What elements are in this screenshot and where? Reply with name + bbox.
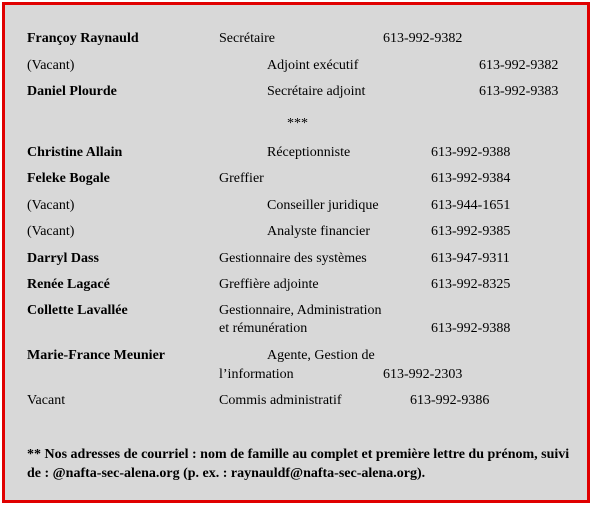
phone-lavallee: 613-992-9388	[431, 321, 511, 336]
name-lagace: Renée Lagacé	[27, 277, 110, 292]
title-raynauld: Secrétaire	[219, 31, 275, 46]
title-lavallee-line2: et rémunération	[219, 321, 308, 336]
name-allain: Christine Allain	[27, 145, 123, 160]
title-meunier-line1: Agente, Gestion de	[267, 348, 375, 363]
phone-adjoint-executif: 613-992-9382	[479, 58, 559, 73]
name-raynauld: Françoy Raynauld	[27, 31, 139, 46]
name-lavallee: Collette Lavallée	[27, 303, 128, 318]
section-separator: ***	[287, 116, 308, 131]
name-bogale: Feleke Bogale	[27, 171, 110, 186]
title-analyste-financier: Analyste financier	[267, 224, 371, 239]
phone-meunier: 613-992-2303	[383, 367, 463, 382]
title-adjoint-executif: Adjoint exécutif	[267, 58, 359, 73]
phone-commis-administratif: 613-992-9386	[410, 393, 490, 408]
title-dass: Gestionnaire des systèmes	[219, 251, 367, 266]
phone-bogale: 613-992-9384	[431, 171, 511, 186]
title-plourde: Secrétaire adjoint	[267, 84, 366, 99]
title-meunier-line2: l’information	[219, 367, 294, 382]
name-vacant-4: Vacant	[27, 393, 66, 408]
phone-lagace: 613-992-8325	[431, 277, 511, 292]
phone-dass: 613-947-9311	[431, 251, 510, 266]
name-plourde: Daniel Plourde	[27, 84, 117, 99]
title-conseiller-juridique: Conseiller juridique	[267, 198, 379, 213]
title-lagace: Greffière adjointe	[219, 277, 319, 292]
name-vacant-2: (Vacant)	[27, 198, 75, 213]
title-allain: Réceptionniste	[267, 145, 351, 160]
phone-allain: 613-992-9388	[431, 145, 511, 160]
title-bogale: Greffier	[219, 171, 264, 186]
title-commis-administratif: Commis administratif	[219, 393, 342, 408]
phone-plourde: 613-992-9383	[479, 84, 559, 99]
name-meunier: Marie-France Meunier	[27, 348, 165, 363]
phone-conseiller-juridique: 613-944-1651	[431, 198, 511, 213]
name-vacant-1: (Vacant)	[27, 58, 75, 73]
directory-panel	[2, 2, 590, 503]
name-vacant-3: (Vacant)	[27, 224, 75, 239]
phone-raynauld: 613-992-9382	[383, 31, 463, 46]
phone-analyste-financier: 613-992-9385	[431, 224, 511, 239]
name-dass: Darryl Dass	[27, 251, 99, 266]
email-format-note: ** Nos adresses de courriel : nom de famille au complet et première lettre du prénom, suivi de : @nafta-sec-alena.org (p. ex. : raynauldf@nafta-sec-alena.org).	[27, 447, 570, 481]
title-lavallee-line1: Gestionnaire, Administration	[219, 303, 382, 318]
